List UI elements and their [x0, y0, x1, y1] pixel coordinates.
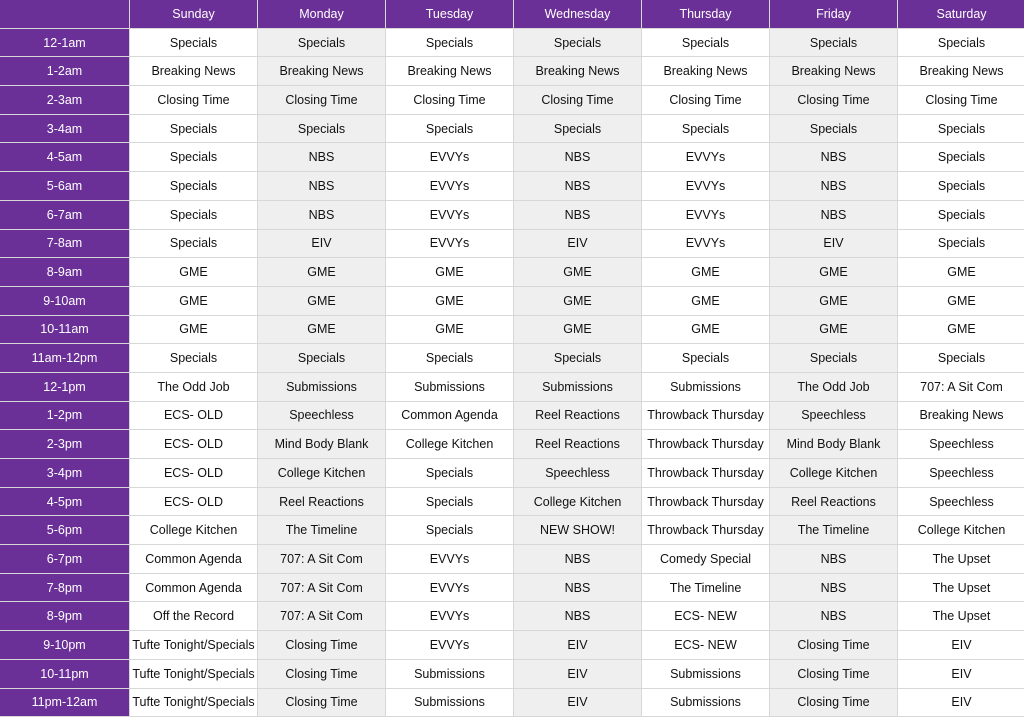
time-slot-cell[interactable]: 4-5pm: [0, 488, 129, 517]
schedule-cell[interactable]: Submissions: [386, 373, 513, 402]
schedule-cell[interactable]: Reel Reactions: [258, 488, 385, 517]
time-slot-cell[interactable]: 10-11am: [0, 316, 129, 345]
schedule-cell[interactable]: Breaking News: [514, 57, 641, 86]
schedule-cell[interactable]: GME: [642, 316, 769, 345]
schedule-cell[interactable]: GME: [898, 258, 1024, 287]
schedule-cell[interactable]: NBS: [514, 201, 641, 230]
day-header-tuesday[interactable]: Tuesday: [386, 0, 513, 29]
schedule-cell[interactable]: GME: [130, 287, 257, 316]
schedule-cell[interactable]: NBS: [514, 602, 641, 631]
schedule-cell[interactable]: Specials: [898, 344, 1024, 373]
schedule-cell[interactable]: Specials: [130, 115, 257, 144]
schedule-cell[interactable]: Throwback Thursday: [642, 516, 769, 545]
schedule-cell[interactable]: GME: [514, 287, 641, 316]
time-slot-cell[interactable]: 1-2pm: [0, 402, 129, 431]
schedule-cell[interactable]: Closing Time: [258, 660, 385, 689]
day-header-thursday[interactable]: Thursday: [642, 0, 769, 29]
schedule-cell[interactable]: NBS: [514, 143, 641, 172]
schedule-cell[interactable]: Specials: [386, 344, 513, 373]
schedule-cell[interactable]: EIV: [898, 689, 1024, 718]
schedule-cell[interactable]: ECS- NEW: [642, 602, 769, 631]
schedule-cell[interactable]: NBS: [770, 143, 897, 172]
schedule-cell[interactable]: The Timeline: [258, 516, 385, 545]
time-slot-cell[interactable]: 9-10am: [0, 287, 129, 316]
schedule-cell[interactable]: ECS- OLD: [130, 430, 257, 459]
schedule-cell[interactable]: Specials: [898, 201, 1024, 230]
schedule-cell[interactable]: NBS: [770, 602, 897, 631]
schedule-cell[interactable]: GME: [898, 316, 1024, 345]
schedule-cell[interactable]: EVVYs: [642, 172, 769, 201]
schedule-cell[interactable]: EVVYs: [642, 201, 769, 230]
schedule-cell[interactable]: NBS: [770, 201, 897, 230]
schedule-cell[interactable]: Closing Time: [898, 86, 1024, 115]
schedule-cell[interactable]: Specials: [386, 488, 513, 517]
schedule-cell[interactable]: College Kitchen: [258, 459, 385, 488]
schedule-cell[interactable]: ECS- OLD: [130, 488, 257, 517]
schedule-cell[interactable]: Speechless: [898, 430, 1024, 459]
schedule-cell[interactable]: EVVYs: [386, 574, 513, 603]
schedule-cell[interactable]: The Upset: [898, 545, 1024, 574]
time-slot-cell[interactable]: 8-9pm: [0, 602, 129, 631]
schedule-cell[interactable]: Submissions: [642, 373, 769, 402]
time-slot-cell[interactable]: 11pm-12am: [0, 689, 129, 718]
schedule-cell[interactable]: ECS- NEW: [642, 631, 769, 660]
schedule-cell[interactable]: GME: [258, 258, 385, 287]
schedule-cell[interactable]: Breaking News: [130, 57, 257, 86]
schedule-cell[interactable]: EIV: [898, 660, 1024, 689]
schedule-cell[interactable]: GME: [770, 316, 897, 345]
schedule-cell[interactable]: NBS: [514, 574, 641, 603]
schedule-cell[interactable]: NBS: [770, 574, 897, 603]
schedule-cell[interactable]: Specials: [514, 29, 641, 58]
schedule-cell[interactable]: Specials: [514, 344, 641, 373]
schedule-cell[interactable]: Specials: [642, 115, 769, 144]
schedule-cell[interactable]: Specials: [130, 201, 257, 230]
schedule-cell[interactable]: EVVYs: [642, 143, 769, 172]
time-slot-cell[interactable]: 1-2am: [0, 57, 129, 86]
schedule-cell[interactable]: Speechless: [770, 402, 897, 431]
time-slot-cell[interactable]: 9-10pm: [0, 631, 129, 660]
schedule-cell[interactable]: College Kitchen: [898, 516, 1024, 545]
schedule-cell[interactable]: GME: [130, 258, 257, 287]
schedule-cell[interactable]: Throwback Thursday: [642, 488, 769, 517]
schedule-cell[interactable]: Speechless: [258, 402, 385, 431]
schedule-cell[interactable]: College Kitchen: [770, 459, 897, 488]
schedule-cell[interactable]: Specials: [258, 115, 385, 144]
schedule-cell[interactable]: Breaking News: [898, 57, 1024, 86]
schedule-cell[interactable]: Common Agenda: [386, 402, 513, 431]
schedule-cell[interactable]: GME: [642, 258, 769, 287]
schedule-cell[interactable]: Closing Time: [258, 631, 385, 660]
schedule-cell[interactable]: NEW SHOW!: [514, 516, 641, 545]
schedule-cell[interactable]: GME: [770, 287, 897, 316]
time-slot-cell[interactable]: 10-11pm: [0, 660, 129, 689]
day-header-sunday[interactable]: Sunday: [130, 0, 257, 29]
schedule-cell[interactable]: EIV: [258, 230, 385, 259]
day-header-saturday[interactable]: Saturday: [898, 0, 1024, 29]
schedule-cell[interactable]: Closing Time: [386, 86, 513, 115]
schedule-cell[interactable]: College Kitchen: [514, 488, 641, 517]
schedule-cell[interactable]: Closing Time: [258, 86, 385, 115]
schedule-cell[interactable]: EVVYs: [386, 545, 513, 574]
schedule-cell[interactable]: Submissions: [642, 689, 769, 718]
time-slot-cell[interactable]: 4-5am: [0, 143, 129, 172]
schedule-cell[interactable]: Specials: [130, 143, 257, 172]
schedule-cell[interactable]: GME: [130, 316, 257, 345]
schedule-cell[interactable]: Reel Reactions: [770, 488, 897, 517]
time-slot-cell[interactable]: 12-1am: [0, 29, 129, 58]
schedule-cell[interactable]: Closing Time: [130, 86, 257, 115]
schedule-cell[interactable]: NBS: [770, 545, 897, 574]
schedule-cell[interactable]: Specials: [770, 115, 897, 144]
schedule-cell[interactable]: EIV: [898, 631, 1024, 660]
schedule-cell[interactable]: Tufte Tonight/Specials: [130, 660, 257, 689]
schedule-cell[interactable]: Reel Reactions: [514, 402, 641, 431]
time-slot-cell[interactable]: 8-9am: [0, 258, 129, 287]
schedule-cell[interactable]: The Odd Job: [770, 373, 897, 402]
schedule-cell[interactable]: College Kitchen: [130, 516, 257, 545]
time-slot-cell[interactable]: 6-7pm: [0, 545, 129, 574]
schedule-cell[interactable]: Closing Time: [770, 660, 897, 689]
schedule-cell[interactable]: Submissions: [642, 660, 769, 689]
schedule-cell[interactable]: Specials: [898, 143, 1024, 172]
schedule-cell[interactable]: ECS- OLD: [130, 459, 257, 488]
schedule-cell[interactable]: The Timeline: [770, 516, 897, 545]
time-slot-cell[interactable]: 2-3am: [0, 86, 129, 115]
schedule-cell[interactable]: Specials: [130, 172, 257, 201]
time-slot-cell[interactable]: 5-6am: [0, 172, 129, 201]
schedule-cell[interactable]: NBS: [258, 201, 385, 230]
schedule-cell[interactable]: GME: [898, 287, 1024, 316]
header-corner-cell[interactable]: [0, 0, 129, 29]
schedule-cell[interactable]: GME: [770, 258, 897, 287]
schedule-cell[interactable]: Specials: [258, 29, 385, 58]
time-slot-cell[interactable]: 3-4pm: [0, 459, 129, 488]
time-slot-cell[interactable]: 3-4am: [0, 115, 129, 144]
schedule-cell[interactable]: College Kitchen: [386, 430, 513, 459]
schedule-cell[interactable]: EVVYs: [386, 143, 513, 172]
schedule-cell[interactable]: Throwback Thursday: [642, 430, 769, 459]
schedule-cell[interactable]: Specials: [386, 459, 513, 488]
schedule-cell[interactable]: Closing Time: [642, 86, 769, 115]
schedule-cell[interactable]: Specials: [386, 29, 513, 58]
schedule-cell[interactable]: The Upset: [898, 574, 1024, 603]
schedule-cell[interactable]: EVVYs: [386, 631, 513, 660]
schedule-cell[interactable]: EVVYs: [386, 201, 513, 230]
schedule-cell[interactable]: Speechless: [898, 459, 1024, 488]
schedule-cell[interactable]: 707: A Sit Com: [258, 602, 385, 631]
schedule-cell[interactable]: NBS: [514, 545, 641, 574]
schedule-cell[interactable]: Specials: [770, 29, 897, 58]
schedule-cell[interactable]: EVVYs: [642, 230, 769, 259]
schedule-cell[interactable]: GME: [514, 258, 641, 287]
time-slot-cell[interactable]: 11am-12pm: [0, 344, 129, 373]
schedule-cell[interactable]: Submissions: [386, 660, 513, 689]
schedule-cell[interactable]: The Odd Job: [130, 373, 257, 402]
schedule-cell[interactable]: Closing Time: [514, 86, 641, 115]
schedule-cell[interactable]: The Upset: [898, 602, 1024, 631]
schedule-cell[interactable]: Breaking News: [770, 57, 897, 86]
schedule-cell[interactable]: GME: [386, 287, 513, 316]
schedule-cell[interactable]: EVVYs: [386, 230, 513, 259]
schedule-cell[interactable]: GME: [642, 287, 769, 316]
schedule-cell[interactable]: Specials: [514, 115, 641, 144]
schedule-cell[interactable]: Breaking News: [642, 57, 769, 86]
schedule-cell[interactable]: 707: A Sit Com: [258, 574, 385, 603]
schedule-cell[interactable]: EIV: [514, 660, 641, 689]
schedule-cell[interactable]: ECS- OLD: [130, 402, 257, 431]
schedule-cell[interactable]: Specials: [130, 230, 257, 259]
schedule-cell[interactable]: EIV: [770, 230, 897, 259]
schedule-cell[interactable]: Comedy Special: [642, 545, 769, 574]
schedule-cell[interactable]: Reel Reactions: [514, 430, 641, 459]
schedule-cell[interactable]: Specials: [898, 115, 1024, 144]
schedule-cell[interactable]: Mind Body Blank: [258, 430, 385, 459]
schedule-cell[interactable]: GME: [258, 316, 385, 345]
schedule-cell[interactable]: Closing Time: [770, 689, 897, 718]
schedule-cell[interactable]: Tufte Tonight/Specials: [130, 689, 257, 718]
schedule-cell[interactable]: Submissions: [386, 689, 513, 718]
day-header-friday[interactable]: Friday: [770, 0, 897, 29]
time-slot-cell[interactable]: 2-3pm: [0, 430, 129, 459]
schedule-cell[interactable]: Specials: [130, 344, 257, 373]
schedule-cell[interactable]: Breaking News: [898, 402, 1024, 431]
schedule-cell[interactable]: GME: [258, 287, 385, 316]
schedule-cell[interactable]: NBS: [258, 172, 385, 201]
schedule-cell[interactable]: EVVYs: [386, 602, 513, 631]
schedule-cell[interactable]: Specials: [898, 29, 1024, 58]
schedule-cell[interactable]: Specials: [386, 516, 513, 545]
schedule-cell[interactable]: Common Agenda: [130, 574, 257, 603]
schedule-cell[interactable]: Throwback Thursday: [642, 459, 769, 488]
time-slot-cell[interactable]: 5-6pm: [0, 516, 129, 545]
schedule-cell[interactable]: Specials: [898, 230, 1024, 259]
time-slot-cell[interactable]: 7-8am: [0, 230, 129, 259]
time-slot-cell[interactable]: 12-1pm: [0, 373, 129, 402]
schedule-cell[interactable]: EVVYs: [386, 172, 513, 201]
schedule-cell[interactable]: EIV: [514, 689, 641, 718]
schedule-cell[interactable]: Breaking News: [258, 57, 385, 86]
schedule-cell[interactable]: Mind Body Blank: [770, 430, 897, 459]
schedule-cell[interactable]: Throwback Thursday: [642, 402, 769, 431]
schedule-cell[interactable]: NBS: [514, 172, 641, 201]
schedule-cell[interactable]: The Timeline: [642, 574, 769, 603]
schedule-cell[interactable]: Specials: [898, 172, 1024, 201]
schedule-cell[interactable]: Specials: [130, 29, 257, 58]
schedule-cell[interactable]: 707: A Sit Com: [258, 545, 385, 574]
day-header-monday[interactable]: Monday: [258, 0, 385, 29]
schedule-cell[interactable]: EIV: [514, 230, 641, 259]
schedule-cell[interactable]: GME: [514, 316, 641, 345]
schedule-cell[interactable]: Specials: [770, 344, 897, 373]
schedule-cell[interactable]: Speechless: [898, 488, 1024, 517]
schedule-cell[interactable]: Tufte Tonight/Specials: [130, 631, 257, 660]
schedule-cell[interactable]: Specials: [642, 344, 769, 373]
schedule-cell[interactable]: Specials: [642, 29, 769, 58]
time-slot-cell[interactable]: 7-8pm: [0, 574, 129, 603]
schedule-cell[interactable]: GME: [386, 258, 513, 287]
schedule-cell[interactable]: 707: A Sit Com: [898, 373, 1024, 402]
schedule-cell[interactable]: Breaking News: [386, 57, 513, 86]
schedule-cell[interactable]: EIV: [514, 631, 641, 660]
schedule-cell[interactable]: Specials: [258, 344, 385, 373]
schedule-cell[interactable]: Closing Time: [770, 631, 897, 660]
day-header-wednesday[interactable]: Wednesday: [514, 0, 641, 29]
schedule-cell[interactable]: GME: [386, 316, 513, 345]
schedule-cell[interactable]: Closing Time: [258, 689, 385, 718]
time-slot-cell[interactable]: 6-7am: [0, 201, 129, 230]
schedule-cell[interactable]: NBS: [770, 172, 897, 201]
schedule-cell[interactable]: Common Agenda: [130, 545, 257, 574]
schedule-cell[interactable]: Submissions: [258, 373, 385, 402]
schedule-cell[interactable]: NBS: [258, 143, 385, 172]
schedule-cell[interactable]: Specials: [386, 115, 513, 144]
schedule-cell[interactable]: Off the Record: [130, 602, 257, 631]
schedule-cell[interactable]: Closing Time: [770, 86, 897, 115]
schedule-cell[interactable]: Speechless: [514, 459, 641, 488]
schedule-cell[interactable]: Submissions: [514, 373, 641, 402]
